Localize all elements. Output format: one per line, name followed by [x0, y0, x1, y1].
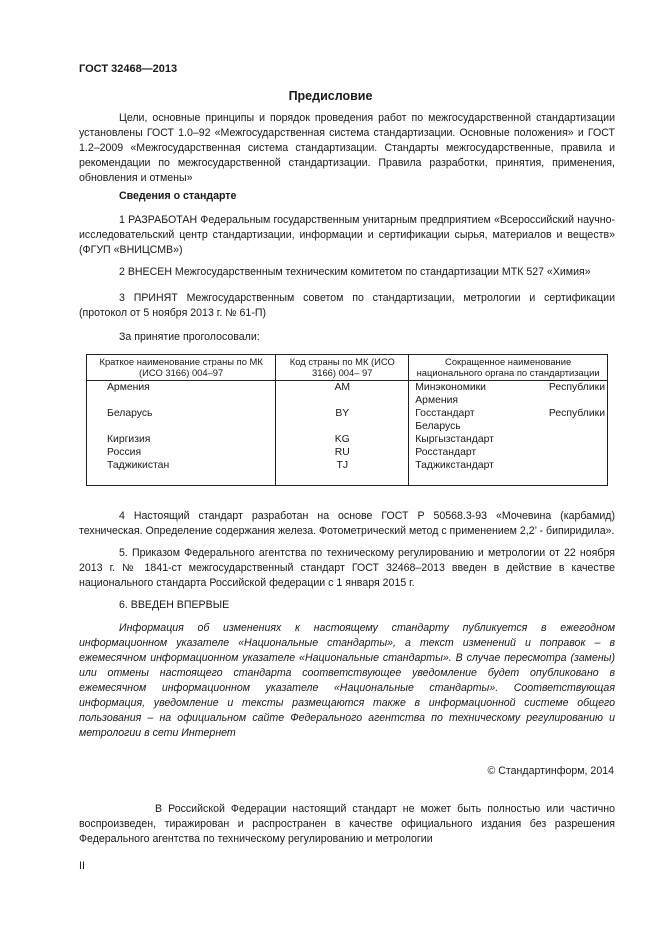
organ-name-part: Минэкономики [415, 382, 486, 393]
reproduction-notice: В Российской Федерации настоящий стандарт не может быть полностью или частично воспроизведен, тиражирован и распространен в качестве официального издания без разрешения Федерального агентства по техническому регулированию и метрологии [79, 803, 615, 845]
cell-organ: Таджикстандарт [409, 459, 608, 486]
voted-label: За принятие проголосовали: [119, 331, 260, 343]
table-row [87, 459, 608, 486]
organ-name-part: Госстандарт [415, 408, 475, 419]
cell-code: BY [276, 407, 409, 433]
header-country: Краткое наименование страны по МК (ИСО 3166) 004–97 [87, 355, 276, 381]
section-heading: Сведения о стандарте [119, 190, 237, 202]
document-number-header: ГОСТ 32468—2013 [79, 63, 178, 75]
organ-name-part: Армения [415, 395, 459, 406]
cell-organ [409, 381, 608, 408]
item-order: 5. Приказом Федерального агентства по техническому регулированию и метрологии от 22 ноября 2013 г. № 1841-ст межгосударственный стандарт ГОСТ 32468–2013 введен в действие в качестве национального стандарта Российской федерации с 1 января 2015 г. [79, 547, 615, 589]
cell-organ: Кыргызстандарт [409, 433, 608, 446]
table-row [87, 381, 608, 408]
table-row [87, 433, 608, 446]
cell-country: Таджикистан [87, 459, 276, 486]
header-code: Код страны по МК (ИСО 3166) 004– 97 [276, 355, 409, 381]
item-basis: 4 Настоящий стандарт разработан на основе ГОСТ Р 50568.3-93 «Мочевина (карбамид) техническая. Определение содержания железа. Фотометрический метод с применением 2,2’ - бипиридила». [79, 510, 615, 537]
cell-code: KG [276, 433, 409, 446]
table-row [87, 446, 608, 459]
organ-name-part: Беларусь [415, 421, 461, 432]
copyright: © Стандартинформ, 2014 [487, 765, 614, 777]
organ-name-part: Республики [548, 382, 605, 393]
info-notice: Информация об изменениях к настоящему стандарту публикуется в ежегодном информационном указателе «Национальные стандарты», а текст изменений и поправок – в ежемесячном информационном указателе «Национальные стандарты». В случае пересмотра (замены) или отмены настоящего стандарта соответствующее уведомление будет опубликовано в ежемесячном информационном указателе «Национальные стандарты». Соответствующая информация, уведомление и тексты размещаются также в информационной системе общего пользования – на официальном сайте Федерального агентства по техническому регулированию и метрологии в сети Интернет [79, 622, 615, 739]
cell-organ [409, 407, 608, 433]
cell-country: Беларусь [87, 407, 276, 433]
header-organ: Сокращенное наименование национального органа по стандартизации [409, 355, 608, 381]
item-first-time: 6. ВВЕДЕН ВПЕРВЫЕ [119, 599, 230, 611]
cell-code: RU [276, 446, 409, 459]
cell-country: Киргизия [87, 433, 276, 446]
table-row [87, 407, 608, 433]
cell-organ: Росстандарт [409, 446, 608, 459]
voting-table [86, 354, 608, 486]
cell-code: AM [276, 381, 409, 408]
cell-country: Россия [87, 446, 276, 459]
intro-paragraph: Цели, основные принципы и порядок проведения работ по межгосударственной стандартизации установлены ГОСТ 1.0–92 «Межгосударственная система стандартизации. Основные положения» и ГОСТ 1.2–2009 «Межгосударственная система стандартизации. Стандарты межгосударственные, правила и рекомендации по межгосударственной стандартизации. Правила разработки, принятия, применения, обновления и отмены» [79, 112, 615, 184]
cell-country: Армения [87, 381, 276, 408]
page-number: II [79, 860, 85, 872]
page-title: Предисловие [288, 89, 373, 103]
organ-name-part: Республики [548, 408, 605, 419]
table-header-row [87, 355, 608, 381]
item-adopted: 3 ПРИНЯТ Межгосударственным советом по стандартизации, метрологии и сертификации (протокол от 5 ноября 2013 г. № 61-П) [79, 292, 615, 319]
cell-code: TJ [276, 459, 409, 486]
item-introduced: 2 ВНЕСЕН Межгосударственным техническим комитетом по стандартизации МТК 527 «Химия» [119, 266, 591, 278]
item-developed: 1 РАЗРАБОТАН Федеральным государственным унитарным предприятием «Всероссийский научно-исследовательский центр стандартизации, информации и сертификации сырья, материалов и веществ» (ФГУП «ВНИЦСМВ») [79, 214, 615, 256]
